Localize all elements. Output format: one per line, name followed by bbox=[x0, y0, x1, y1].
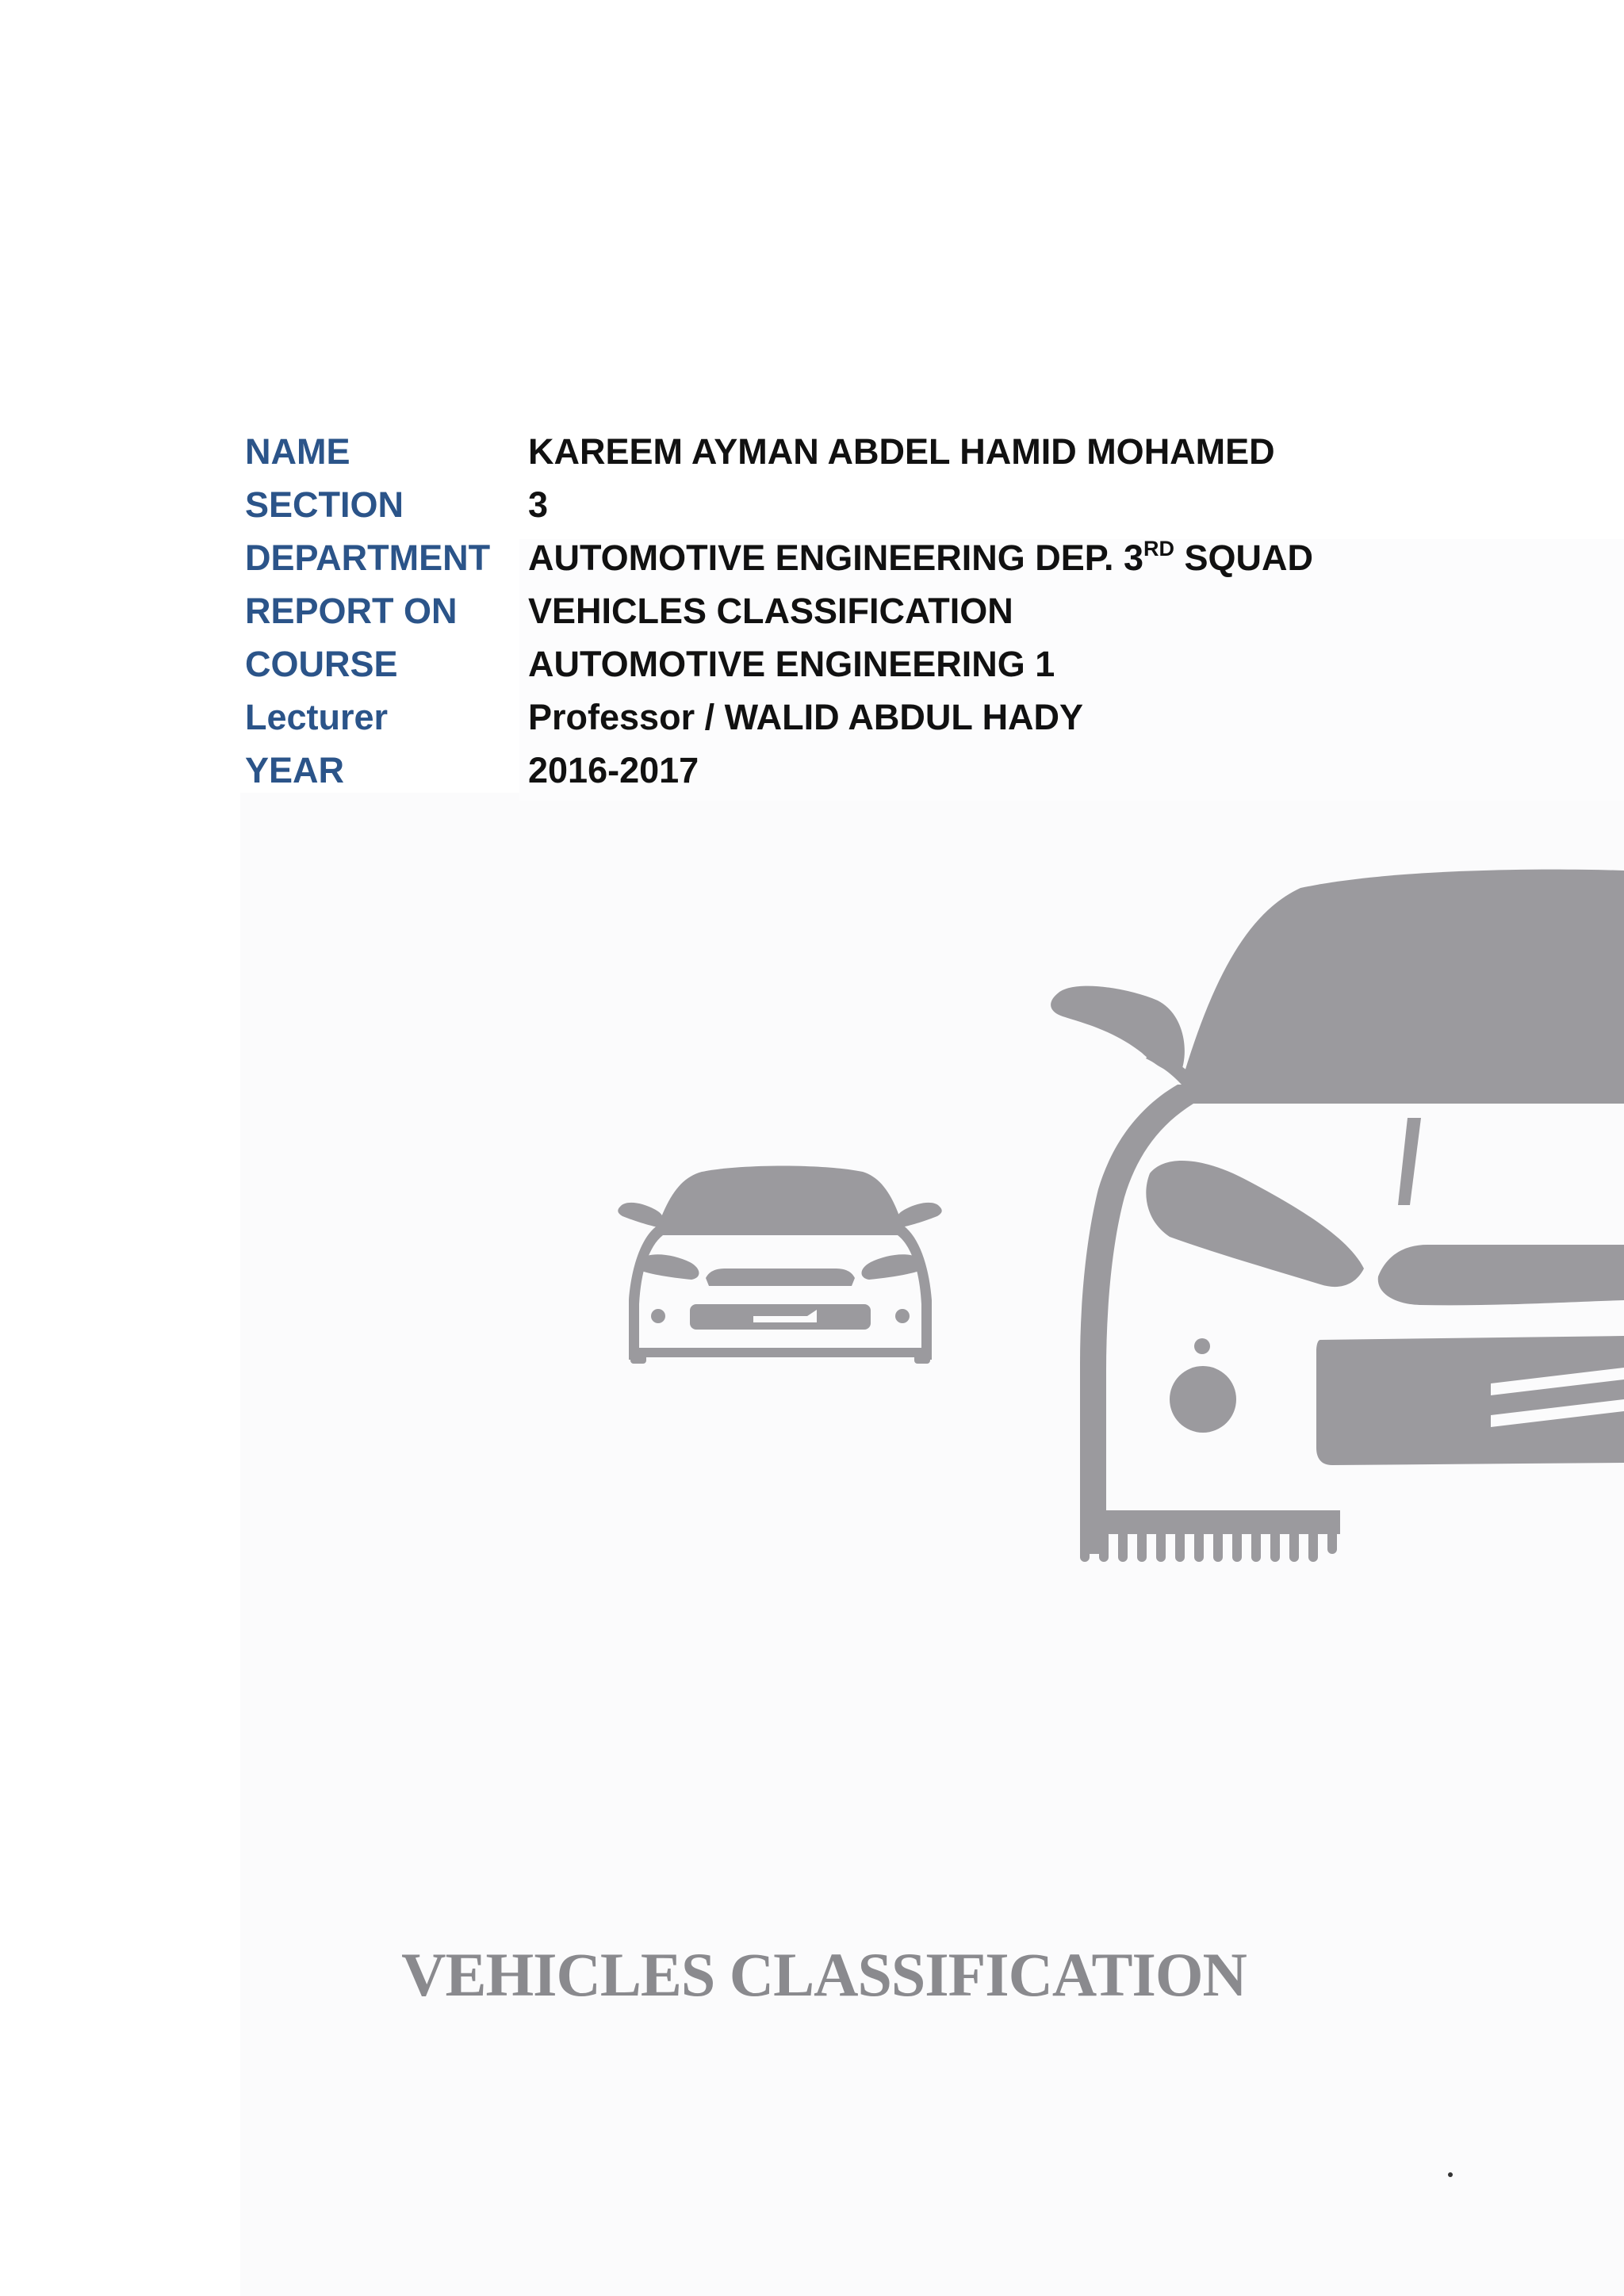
info-label: COURSE bbox=[245, 644, 398, 684]
info-label: REPORT ON bbox=[245, 591, 458, 631]
info-value: AUTOMOTIVE ENGINEERING 1 bbox=[528, 644, 1055, 684]
info-value: 3 bbox=[528, 484, 549, 525]
large-car-icon bbox=[1051, 870, 1624, 1562]
info-label: DEPARTMENT bbox=[245, 538, 491, 578]
info-value: KAREEM AYMAN ABDEL HAMID MOHAMED bbox=[528, 431, 1275, 472]
info-value: Professor / WALID ABDUL HADY bbox=[528, 697, 1084, 737]
department-value-suffix: SQUAD bbox=[1174, 538, 1314, 578]
small-car-icon bbox=[618, 1166, 941, 1364]
ordinal-superscript: RD bbox=[1143, 537, 1174, 561]
info-label: NAME bbox=[245, 431, 350, 472]
cover-title: VEHICLES CLASSIFICATION bbox=[401, 1940, 1247, 2009]
department-value-text: AUTOMOTIVE ENGINEERING DEP. 3 bbox=[528, 538, 1143, 578]
info-label: Lecturer bbox=[245, 697, 389, 737]
info-label: SECTION bbox=[245, 484, 404, 525]
info-label: YEAR bbox=[245, 750, 345, 790]
page-dot-mark bbox=[1448, 2172, 1453, 2177]
info-value: VEHICLES CLASSIFICATION bbox=[528, 591, 1013, 631]
info-value: 2016-2017 bbox=[528, 750, 699, 790]
